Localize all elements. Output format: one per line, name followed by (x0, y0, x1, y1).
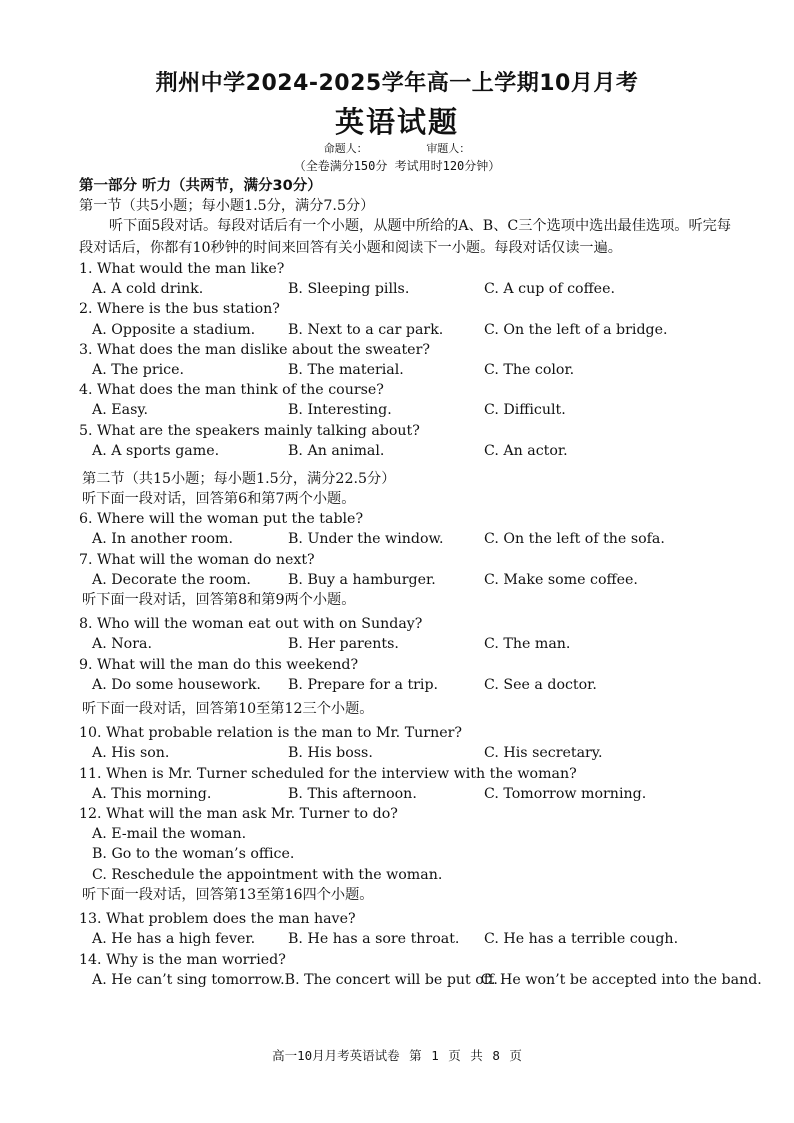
question-stem: 11. When is Mr. Turner scheduled for the interview with the woman? (79, 765, 577, 782)
question-options (79, 929, 739, 949)
question-options (79, 743, 739, 763)
question-options (79, 824, 739, 885)
question-options (79, 441, 739, 461)
question-options (79, 320, 739, 340)
option-b: B. The concert will be put off. (284, 971, 498, 988)
option-c: C. Tomorrow morning. (484, 785, 647, 802)
option-c: C. See a doctor. (484, 676, 597, 693)
listening-direction: 听下面一段对话，回答第8和第9两个小题。 (82, 592, 356, 609)
section-instruction: 听下面5段对话。每段对话后有一个小题，从题中所给的A、B、C三个选项中选出最佳选项。听完每段对话后，你都有10秒钟的时间来回答有关小题和阅读下一小题。每段对话仅读一遍。 (79, 218, 732, 256)
option-c: C. Difficult. (484, 402, 566, 419)
question-options (79, 784, 739, 804)
option-b: B. Sleeping pills. (288, 281, 410, 298)
option-c: C. His secretary. (484, 745, 603, 762)
question-stem: 10. What probable relation is the man to Mr. Turner? (79, 725, 462, 742)
question-stem: 12. What will the man ask Mr. Turner to do? (79, 806, 398, 823)
question-stem: 5. What are the speakers mainly talking about? (79, 422, 420, 439)
setter-line (0, 140, 794, 156)
question-stem: 8. Who will the woman eat out with on Sunday? (79, 616, 423, 633)
option-b: B. Prepare for a trip. (288, 676, 439, 693)
setter-label: 命题人： (323, 142, 368, 155)
option-b: B. Next to a car park. (288, 321, 444, 338)
option-c: C. On the left of the sofa. (484, 531, 665, 548)
question-stem: 6. Where will the woman put the table? (79, 511, 364, 528)
option-c: C. Reschedule the appointment with the woman. (92, 866, 443, 883)
reviewer-label: 审题人： (426, 142, 471, 155)
question-stem: 3. What does the man dislike about the sweater? (79, 341, 430, 358)
question-options (79, 279, 739, 299)
option-a: A. Do some housework. (92, 676, 261, 693)
option-b: B. Under the window. (288, 531, 444, 548)
listening-direction: 听下面一段对话，回答第13至第16四个小题。 (82, 886, 374, 903)
question-stem: 9. What will the man do this weekend? (79, 656, 359, 673)
option-a: A. He can’t sing tomorrow. (92, 971, 285, 988)
section-heading: 第一节（共5小题；每小题1.5分，满分7.5分） (79, 198, 375, 214)
exam-title: 荆州中学2024-2025学年高一上学期10月月考 (155, 71, 639, 96)
option-b: B. Her parents. (288, 636, 399, 653)
option-a: A. Nora. (92, 636, 152, 653)
question-stem: 4. What does the man think of the course? (79, 382, 384, 399)
option-c: C. A cup of coffee. (484, 281, 615, 298)
page-footer: 高一10月月考英语试卷 第 1 页 共 8 页 (272, 1048, 522, 1063)
question-options (79, 634, 739, 654)
option-a: A. Decorate the room. (92, 571, 251, 588)
option-b: B. His boss. (288, 745, 373, 762)
option-c: C. On the left of a bridge. (484, 321, 668, 338)
part-title: 第一部分 听力（共两节，满分30分） (79, 178, 322, 194)
option-b: B. He has a sore throat. (288, 931, 460, 948)
exam-subject-title: 英语试题 (334, 105, 459, 139)
question-stem: 7. What will the woman do next? (79, 551, 315, 568)
question-options (79, 675, 739, 695)
option-a: A. Opposite a stadium. (92, 321, 256, 338)
option-a: A. In another room. (92, 531, 234, 548)
option-a: A. Easy. (92, 402, 149, 419)
option-a: A. This morning. (92, 785, 212, 802)
section-heading: 第二节（共15小题；每小题1.5分，满分22.5分） (82, 471, 396, 488)
question-options (79, 360, 739, 380)
option-b: B. Buy a hamburger. (288, 571, 436, 588)
option-a: A. He has a high fever. (92, 931, 256, 948)
score-info: （全卷满分150分 考试用时120分钟） (293, 159, 501, 173)
option-a: A. The price. (92, 362, 185, 379)
option-c: C. He has a terrible cough. (484, 931, 679, 948)
question-stem: 1. What would the man like? (79, 261, 285, 277)
option-a: A. A sports game. (92, 442, 220, 459)
option-a: A. E-mail the woman. (92, 826, 247, 843)
listening-direction: 听下面一段对话，回答第6和第7两个小题。 (82, 491, 356, 508)
exam-content (79, 176, 762, 990)
option-b: B. Interesting. (288, 402, 392, 419)
question-stem: 14. Why is the man worried? (79, 951, 286, 968)
option-c: C. The color. (484, 362, 575, 379)
option-a: A. His son. (92, 745, 170, 762)
option-c: C. He won’t be accepted into the band. (480, 971, 762, 988)
option-c: C. An actor. (484, 442, 568, 459)
option-a: A. A cold drink. (92, 281, 204, 298)
option-b: B. The material. (288, 362, 404, 379)
option-b: B. Go to the woman’s office. (92, 846, 295, 863)
question-options (79, 970, 762, 990)
question-options (79, 400, 739, 420)
question-options (79, 529, 739, 549)
option-c: C. The man. (484, 636, 571, 653)
question-options (79, 570, 739, 590)
question-stem: 2. Where is the bus station? (79, 301, 280, 318)
option-b: B. This afternoon. (288, 785, 417, 802)
option-b: B. An animal. (288, 442, 385, 459)
option-c: C. Make some coffee. (484, 571, 638, 588)
question-stem: 13. What problem does the man have? (79, 911, 356, 928)
listening-direction: 听下面一段对话，回答第10至第12三个小题。 (82, 701, 374, 718)
